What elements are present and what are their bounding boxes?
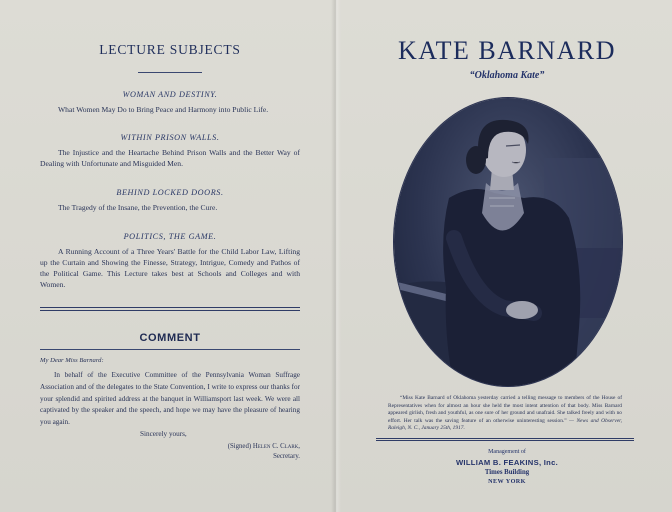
comment-title: COMMENT xyxy=(139,332,201,344)
subject-text: The Injustice and the Heartache Behind Prison Walls and the Better Way of Dealing with Unfortunate and Misguided Men. xyxy=(40,148,300,168)
subject-politics-the-game xyxy=(40,232,300,290)
title-divider xyxy=(138,72,202,73)
subject-heading: WOMAN AND DESTINY. xyxy=(122,90,218,99)
speaker-name: KATE BARNARD xyxy=(397,36,617,65)
subject-heading: WITHIN PRISON WALLS. xyxy=(120,133,220,142)
subject-text: A Running Account of a Three Years' Battle for the Child Labor Law, Lifting up the Curtain and Showing the Finesse, Strategy, Intrigue, Comedy and Pathos of the Political Game. This Lecture takes best at Schools and Colleges and with Women. xyxy=(40,247,300,289)
letter-body: In behalf of the Executive Committee of the Pennsylvania Woman Suffrage Association and of the delegates to the State Convention, I write to express our thanks for your splendid and spirited address at the banquet in Williamsport last week. We were all captivated by the speaker and the speech, and hope we may have the pleasure of hearing you again. xyxy=(40,371,300,427)
subject-heading: BEHIND LOCKED DOORS. xyxy=(116,188,224,197)
management-company: WILLIAM B. FEAKINS, Inc. xyxy=(455,458,559,467)
subject-text: What Women May Do to Bring Peace and Harmony into Public Life. xyxy=(58,105,269,114)
quote-source: — News and Observer, Raleigh, N. C., January 25th, 1917. xyxy=(388,417,622,432)
subject-text: The Tragedy of the Insane, the Prevention, the Cure. xyxy=(58,203,218,212)
press-quote xyxy=(388,395,622,433)
letter-signature xyxy=(180,442,300,462)
portrait-photo xyxy=(394,98,622,386)
management-city: NEW YORK xyxy=(488,478,526,485)
subject-within-prison-walls xyxy=(40,133,300,169)
signer-name: Helen C. Clark, xyxy=(252,443,300,450)
letter-salutation: My Dear Miss Barnard: xyxy=(40,357,104,364)
subject-behind-locked-doors xyxy=(40,188,300,213)
management-label: Management of xyxy=(488,449,526,455)
letter-closing: Sincerely yours, xyxy=(140,430,187,438)
quote-text: “Miss Kate Barnard of Oklahoma yesterday carried a telling message to members of the House of Representatives when for almost an hour she held the most intent attention of that body. Miss Barnard appeared girlish, fresh and youthful, as one sure of her ground and unafraid. She talked freely and with no effort. Her talk was the saving feature of an otherwise uninteresting session.” xyxy=(388,395,622,424)
subject-woman-and-destiny xyxy=(40,90,300,115)
management-building: Times Building xyxy=(484,469,530,476)
speaker-nickname: “Oklahoma Kate” xyxy=(469,70,545,81)
signed-prefix: (Signed) xyxy=(227,443,252,450)
lecture-subjects-title: LECTURE SUBJECTS xyxy=(99,42,241,57)
page-fold xyxy=(331,0,341,512)
quote-divider xyxy=(376,438,634,441)
comment-divider xyxy=(40,349,300,350)
section-divider xyxy=(40,307,300,311)
signer-title: Secretary. xyxy=(273,453,300,460)
portrait-illustration xyxy=(394,98,622,386)
subject-heading: POLITICS, THE GAME. xyxy=(123,232,217,241)
